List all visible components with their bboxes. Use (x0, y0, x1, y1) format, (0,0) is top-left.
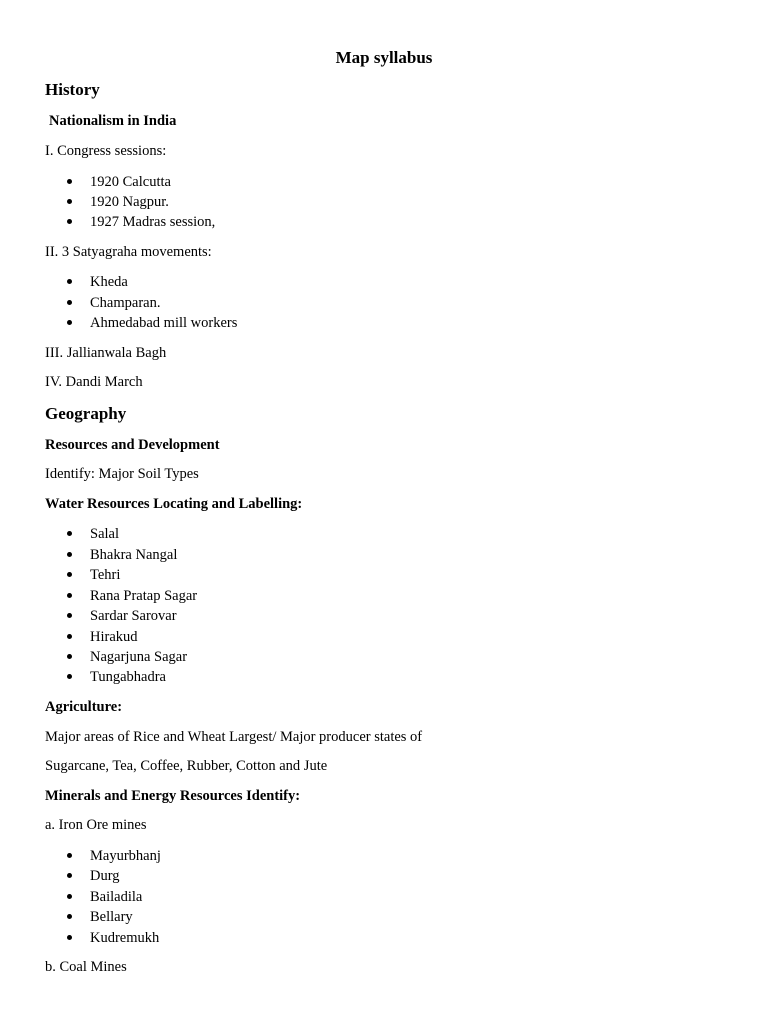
water-resources-heading: Water Resources Locating and Labelling: (45, 496, 303, 512)
bullet-icon (67, 853, 72, 858)
list-item: Rana Pratap Sagar (90, 588, 198, 604)
nationalism-subheading: Nationalism in India (49, 113, 177, 129)
list-item: Bhakra Nangal (90, 547, 178, 563)
coal-mines-label: b. Coal Mines (45, 959, 127, 975)
list-item: 1927 Madras session, (90, 214, 216, 230)
jallianwala-bagh-text: III. Jallianwala Bagh (45, 345, 167, 361)
bullet-icon (67, 894, 72, 899)
bullet-icon (67, 634, 72, 639)
bullet-icon (67, 572, 72, 577)
bullet-icon (67, 613, 72, 618)
agriculture-text-line-2: Sugarcane, Tea, Coffee, Rubber, Cotton and Jute (45, 758, 328, 774)
dandi-march-text: IV. Dandi March (45, 374, 143, 390)
geography-heading: Geography (45, 404, 127, 423)
list-item: Tehri (90, 567, 121, 583)
bullet-icon (67, 552, 72, 557)
bullet-icon (67, 674, 72, 679)
bullet-icon (67, 179, 72, 184)
bullet-icon (67, 531, 72, 536)
list-item: 1920 Calcutta (90, 174, 171, 190)
list-item: Tungabhadra (90, 669, 166, 685)
minerals-heading: Minerals and Energy Resources Identify: (45, 788, 301, 804)
list-item: Mayurbhanj (90, 848, 161, 864)
list-item: 1920 Nagpur. (90, 194, 169, 210)
list-item: Kheda (90, 274, 128, 290)
satyagraha-label: II. 3 Satyagraha movements: (45, 244, 212, 260)
iron-ore-label: a. Iron Ore mines (45, 817, 147, 833)
bullet-icon (67, 219, 72, 224)
list-item: Bailadila (90, 889, 143, 905)
list-item: Hirakud (90, 629, 138, 645)
bullet-icon (67, 873, 72, 878)
identify-soil-text: Identify: Major Soil Types (45, 466, 199, 482)
agriculture-text-line-1: Major areas of Rice and Wheat Largest/ Major producer states of (45, 729, 423, 745)
page-title: Map syllabus (335, 48, 433, 67)
bullet-icon (67, 935, 72, 940)
bullet-icon (67, 593, 72, 598)
bullet-icon (67, 654, 72, 659)
history-heading: History (45, 80, 100, 99)
bullet-icon (67, 300, 72, 305)
resources-development-heading: Resources and Development (45, 437, 220, 453)
bullet-icon (67, 199, 72, 204)
bullet-icon (67, 279, 72, 284)
list-item: Sardar Sarovar (90, 608, 177, 624)
agriculture-heading: Agriculture: (45, 699, 123, 715)
list-item: Kudremukh (90, 930, 160, 946)
congress-sessions-label: I. Congress sessions: (45, 143, 167, 159)
list-item: Salal (90, 526, 119, 542)
list-item: Champaran. (90, 295, 161, 311)
list-item: Nagarjuna Sagar (90, 649, 188, 665)
list-item: Ahmedabad mill workers (90, 315, 238, 331)
list-item: Durg (90, 868, 120, 884)
bullet-icon (67, 320, 72, 325)
bullet-icon (67, 914, 72, 919)
list-item: Bellary (90, 909, 133, 925)
